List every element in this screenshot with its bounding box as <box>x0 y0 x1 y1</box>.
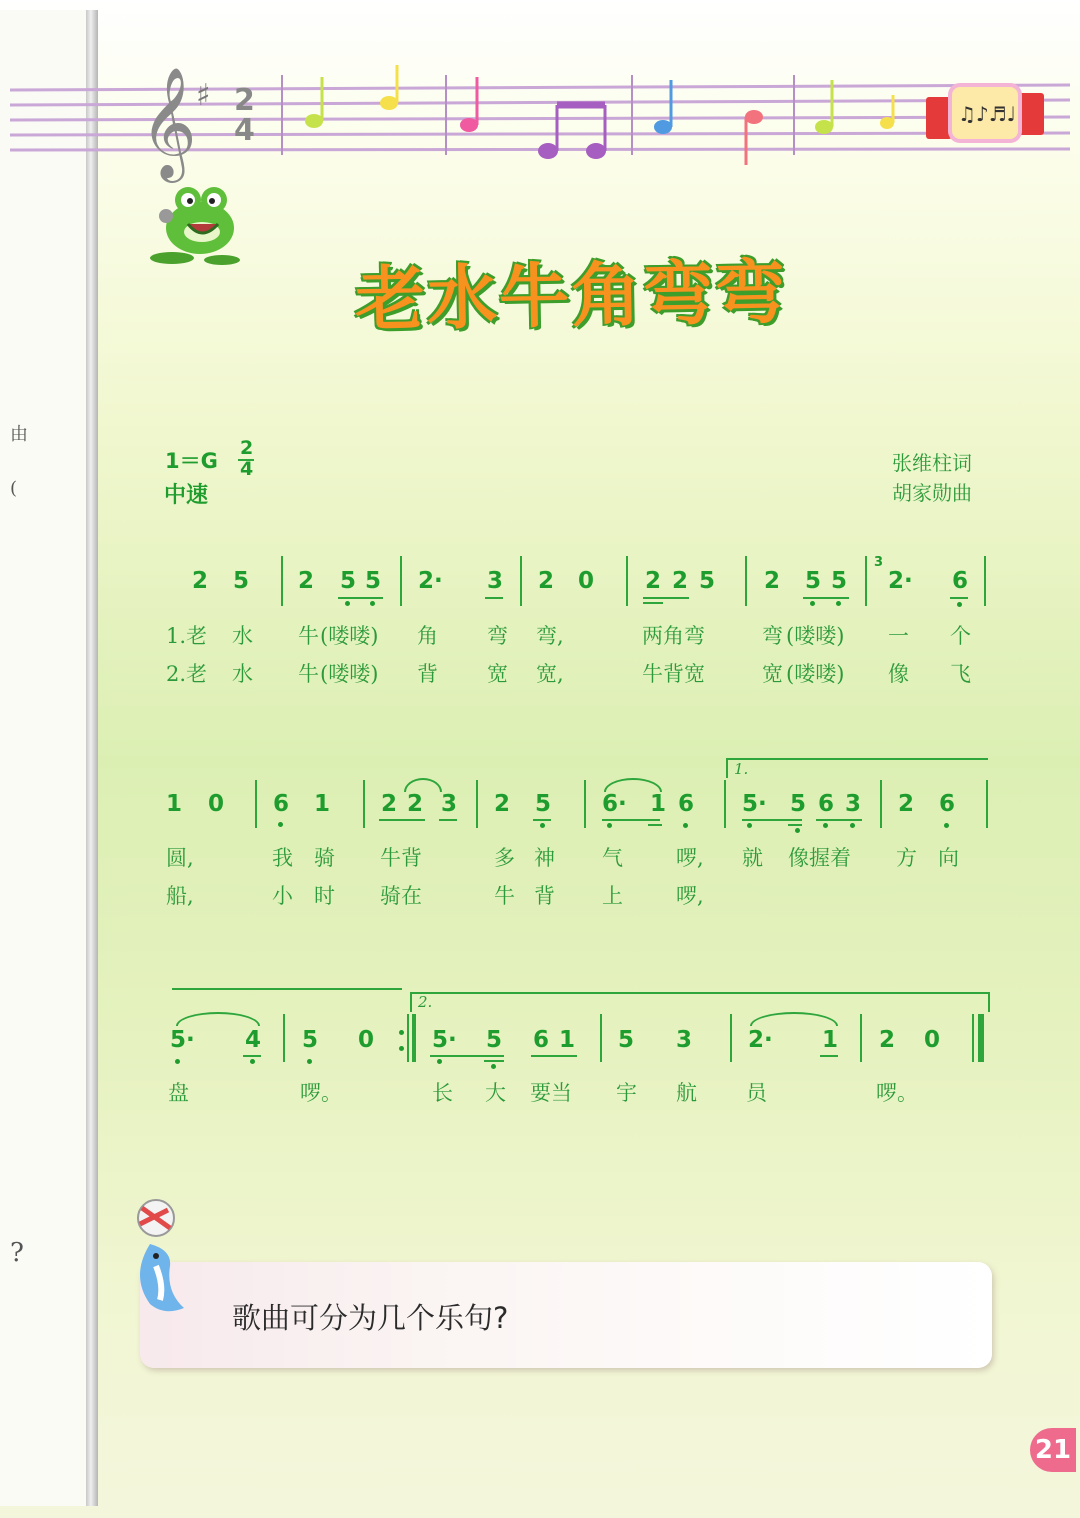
lyric: 牛背宽 <box>642 662 705 686</box>
note: 5 <box>340 568 357 594</box>
note: 0 <box>358 1027 375 1053</box>
lyric: 两角弯 <box>642 624 705 648</box>
lyric: 向 <box>938 846 959 870</box>
note: 0 <box>208 791 225 817</box>
lyric: 牛 <box>494 884 515 908</box>
lyric: 宽, <box>536 662 564 686</box>
note: 2 <box>407 791 424 817</box>
lyric: 啰, <box>676 884 704 908</box>
note: 6 <box>533 1027 550 1053</box>
lyric: 像握着 <box>788 846 851 870</box>
lyricist-credit: 张维柱词 <box>892 451 972 475</box>
key-signature: 1＝G <box>165 449 218 473</box>
frog-mascot-icon <box>148 180 248 266</box>
note: 6 <box>952 568 969 594</box>
note: 1 <box>650 791 667 817</box>
note: 3 <box>676 1027 693 1053</box>
note: 6 <box>678 791 695 817</box>
note: 5 <box>699 568 716 594</box>
lyric: 宽 <box>487 662 508 686</box>
lyric: 航 <box>676 1081 697 1105</box>
note: 5· <box>742 791 767 817</box>
lyric: 上 <box>602 884 623 908</box>
lyric: 牛 <box>298 624 319 648</box>
note: 5· <box>432 1027 457 1053</box>
treble-clef-icon: 𝄞 <box>140 66 197 178</box>
fermata-mark: 3 <box>874 555 884 570</box>
lyric: (喽喽) <box>320 624 379 648</box>
lyric: 背 <box>417 662 438 686</box>
note: 3 <box>487 568 504 594</box>
left-page-glyph: 由 <box>10 424 28 445</box>
lyric: 宽 <box>762 662 783 686</box>
lyric: 员 <box>746 1081 767 1105</box>
lyric: 圆, <box>166 846 194 870</box>
note: 5 <box>535 791 552 817</box>
tempo-marking: 中速 <box>164 483 209 508</box>
lyric: 盘 <box>168 1081 189 1105</box>
note: 5 <box>302 1027 319 1053</box>
note: 5 <box>805 568 822 594</box>
lyric: 时 <box>314 884 335 908</box>
note: 2 <box>672 568 689 594</box>
note: 0 <box>924 1027 941 1053</box>
meter-bottom: 4 <box>240 458 254 480</box>
lyric: 啰, <box>676 846 704 870</box>
note: 2· <box>888 568 913 594</box>
note: 2 <box>494 791 511 817</box>
note: 5 <box>486 1027 503 1053</box>
lyric: 神 <box>534 846 555 870</box>
accordion-icon <box>926 85 1044 141</box>
staff-banner <box>0 55 1080 185</box>
meter-top: 2 <box>240 437 254 459</box>
composer-credit: 胡家勋曲 <box>892 481 972 505</box>
lyric: 宇 <box>616 1081 637 1105</box>
note: 5· <box>170 1027 195 1053</box>
lyric: 啰。 <box>876 1081 918 1105</box>
lyric: 像 <box>888 662 909 686</box>
lyric: 啰。 <box>300 1081 342 1105</box>
lyric: 牛背 <box>380 846 422 870</box>
lyric: 水 <box>232 662 253 686</box>
lyric: (喽喽) <box>320 662 379 686</box>
note: 2 <box>898 791 915 817</box>
lyric: 船, <box>166 884 194 908</box>
left-page-edge <box>0 10 86 1506</box>
page-number: 21 <box>1030 1428 1076 1472</box>
volta-bracket-2 <box>410 992 990 1012</box>
lyric: 飞 <box>950 662 971 686</box>
lyric: 长 <box>432 1081 453 1105</box>
left-page-glyph: ? <box>10 1238 24 1268</box>
sharp-icon: ♯ <box>196 78 211 113</box>
lyric: 背 <box>534 884 555 908</box>
note: 1 <box>314 791 331 817</box>
lyric: 方 <box>896 846 917 870</box>
volta-1-label: 1. <box>734 760 749 778</box>
volta-continuation <box>172 988 402 990</box>
lyric: 小 <box>272 884 293 908</box>
dolphin-mascot-icon <box>120 1196 200 1322</box>
lyric: (喽喽) <box>786 662 845 686</box>
note: 5 <box>233 568 250 594</box>
note: 2 <box>298 568 315 594</box>
book-spine <box>86 10 98 1506</box>
note: 4 <box>245 1027 262 1053</box>
note: 6 <box>818 791 835 817</box>
volta-bracket-1 <box>726 758 988 778</box>
note: 3 <box>845 791 862 817</box>
lyric: 1.老 <box>166 624 208 648</box>
question-text: 歌曲可分为几个乐句? <box>232 1301 509 1335</box>
note: 2 <box>192 568 209 594</box>
lyric: 弯 <box>762 624 783 648</box>
note: 1 <box>822 1027 839 1053</box>
note: 6· <box>602 791 627 817</box>
note: 2 <box>381 791 398 817</box>
note: 5 <box>365 568 382 594</box>
lyric: 骑在 <box>380 884 422 908</box>
lyric: 2.老 <box>166 662 208 686</box>
note: 2 <box>879 1027 896 1053</box>
note: 5 <box>618 1027 635 1053</box>
note: 2 <box>764 568 781 594</box>
lyric: 我 <box>272 846 293 870</box>
note: 2· <box>418 568 443 594</box>
note: 2 <box>645 568 662 594</box>
lyric: 一 <box>888 624 909 648</box>
lyric: 水 <box>232 624 253 648</box>
note: 1 <box>559 1027 576 1053</box>
note: 2· <box>748 1027 773 1053</box>
note: 5 <box>831 568 848 594</box>
volta-2-label: 2. <box>418 993 433 1011</box>
note: 2 <box>538 568 555 594</box>
note: 6 <box>939 791 956 817</box>
lyric: 个 <box>950 624 971 648</box>
note: 0 <box>578 568 595 594</box>
lyric: 就 <box>742 846 763 870</box>
note: 5 <box>790 791 807 817</box>
note: 1 <box>166 791 183 817</box>
lyric: 多 <box>494 846 515 870</box>
svg-text:♫♪♬♩: ♫♪♬♩ <box>958 102 1017 126</box>
lyric: 角 <box>417 624 438 648</box>
song-title: 老水牛角弯弯 <box>354 251 788 341</box>
note: 6 <box>273 791 290 817</box>
lyric: 弯, <box>536 624 564 648</box>
banner-meter-top: 2 <box>234 83 255 118</box>
banner-meter-bottom: 4 <box>234 113 255 148</box>
lyric: 牛 <box>298 662 319 686</box>
note: 3 <box>441 791 458 817</box>
lyric: 要当 <box>530 1081 572 1105</box>
lyric: 骑 <box>314 846 335 870</box>
lyric: (喽喽) <box>786 624 845 648</box>
left-page-glyph: ( <box>10 478 18 499</box>
lyric: 弯 <box>487 624 508 648</box>
lyric: 气 <box>602 846 623 870</box>
lyric: 大 <box>485 1081 506 1105</box>
